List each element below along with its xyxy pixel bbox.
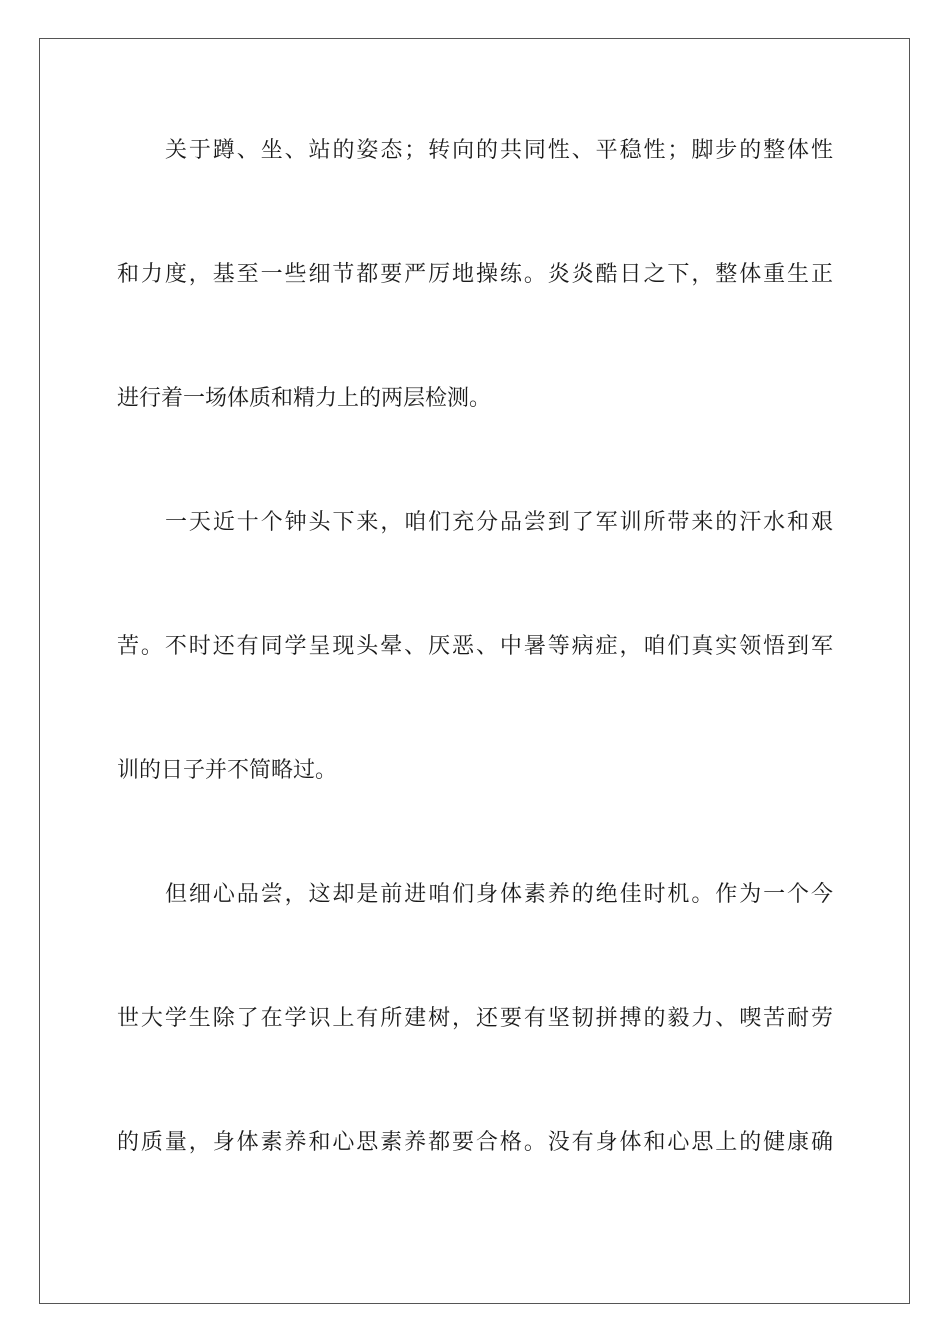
page-border <box>39 38 910 1304</box>
paragraph-1-line-2: 和力度，基至一些细节都要严厉地操练。炎炎酷日之下，整体重生正 <box>117 262 833 287</box>
paragraph-2-line-2: 苦。不时还有同学呈现头晕、厌恶、中暑等病症，咱们真实领悟到军 <box>117 634 833 659</box>
paragraph-3-line-2: 世大学生除了在学识上有所建树，还要有坚韧拼搏的毅力、喫苦耐劳 <box>117 1006 833 1031</box>
paragraph-1-line-1: 关于蹲、坐、站的姿态；转向的共同性、平稳性；脚步的整体性 <box>165 138 833 163</box>
paragraph-3-line-1: 但细心品尝，这却是前进咱们身体素养的绝佳时机。作为一个今 <box>165 882 833 907</box>
paragraph-2-line-1: 一天近十个钟头下来，咱们充分品尝到了军训所带来的汗水和艰 <box>165 510 833 535</box>
paragraph-3-line-3: 的质量，身体素养和心思素养都要合格。没有身体和心思上的健康确 <box>117 1130 833 1155</box>
paragraph-1-line-3: 进行着一场体质和精力上的两层检测。 <box>117 386 492 411</box>
paragraph-2-line-3: 训的日子并不简略过。 <box>117 758 338 783</box>
